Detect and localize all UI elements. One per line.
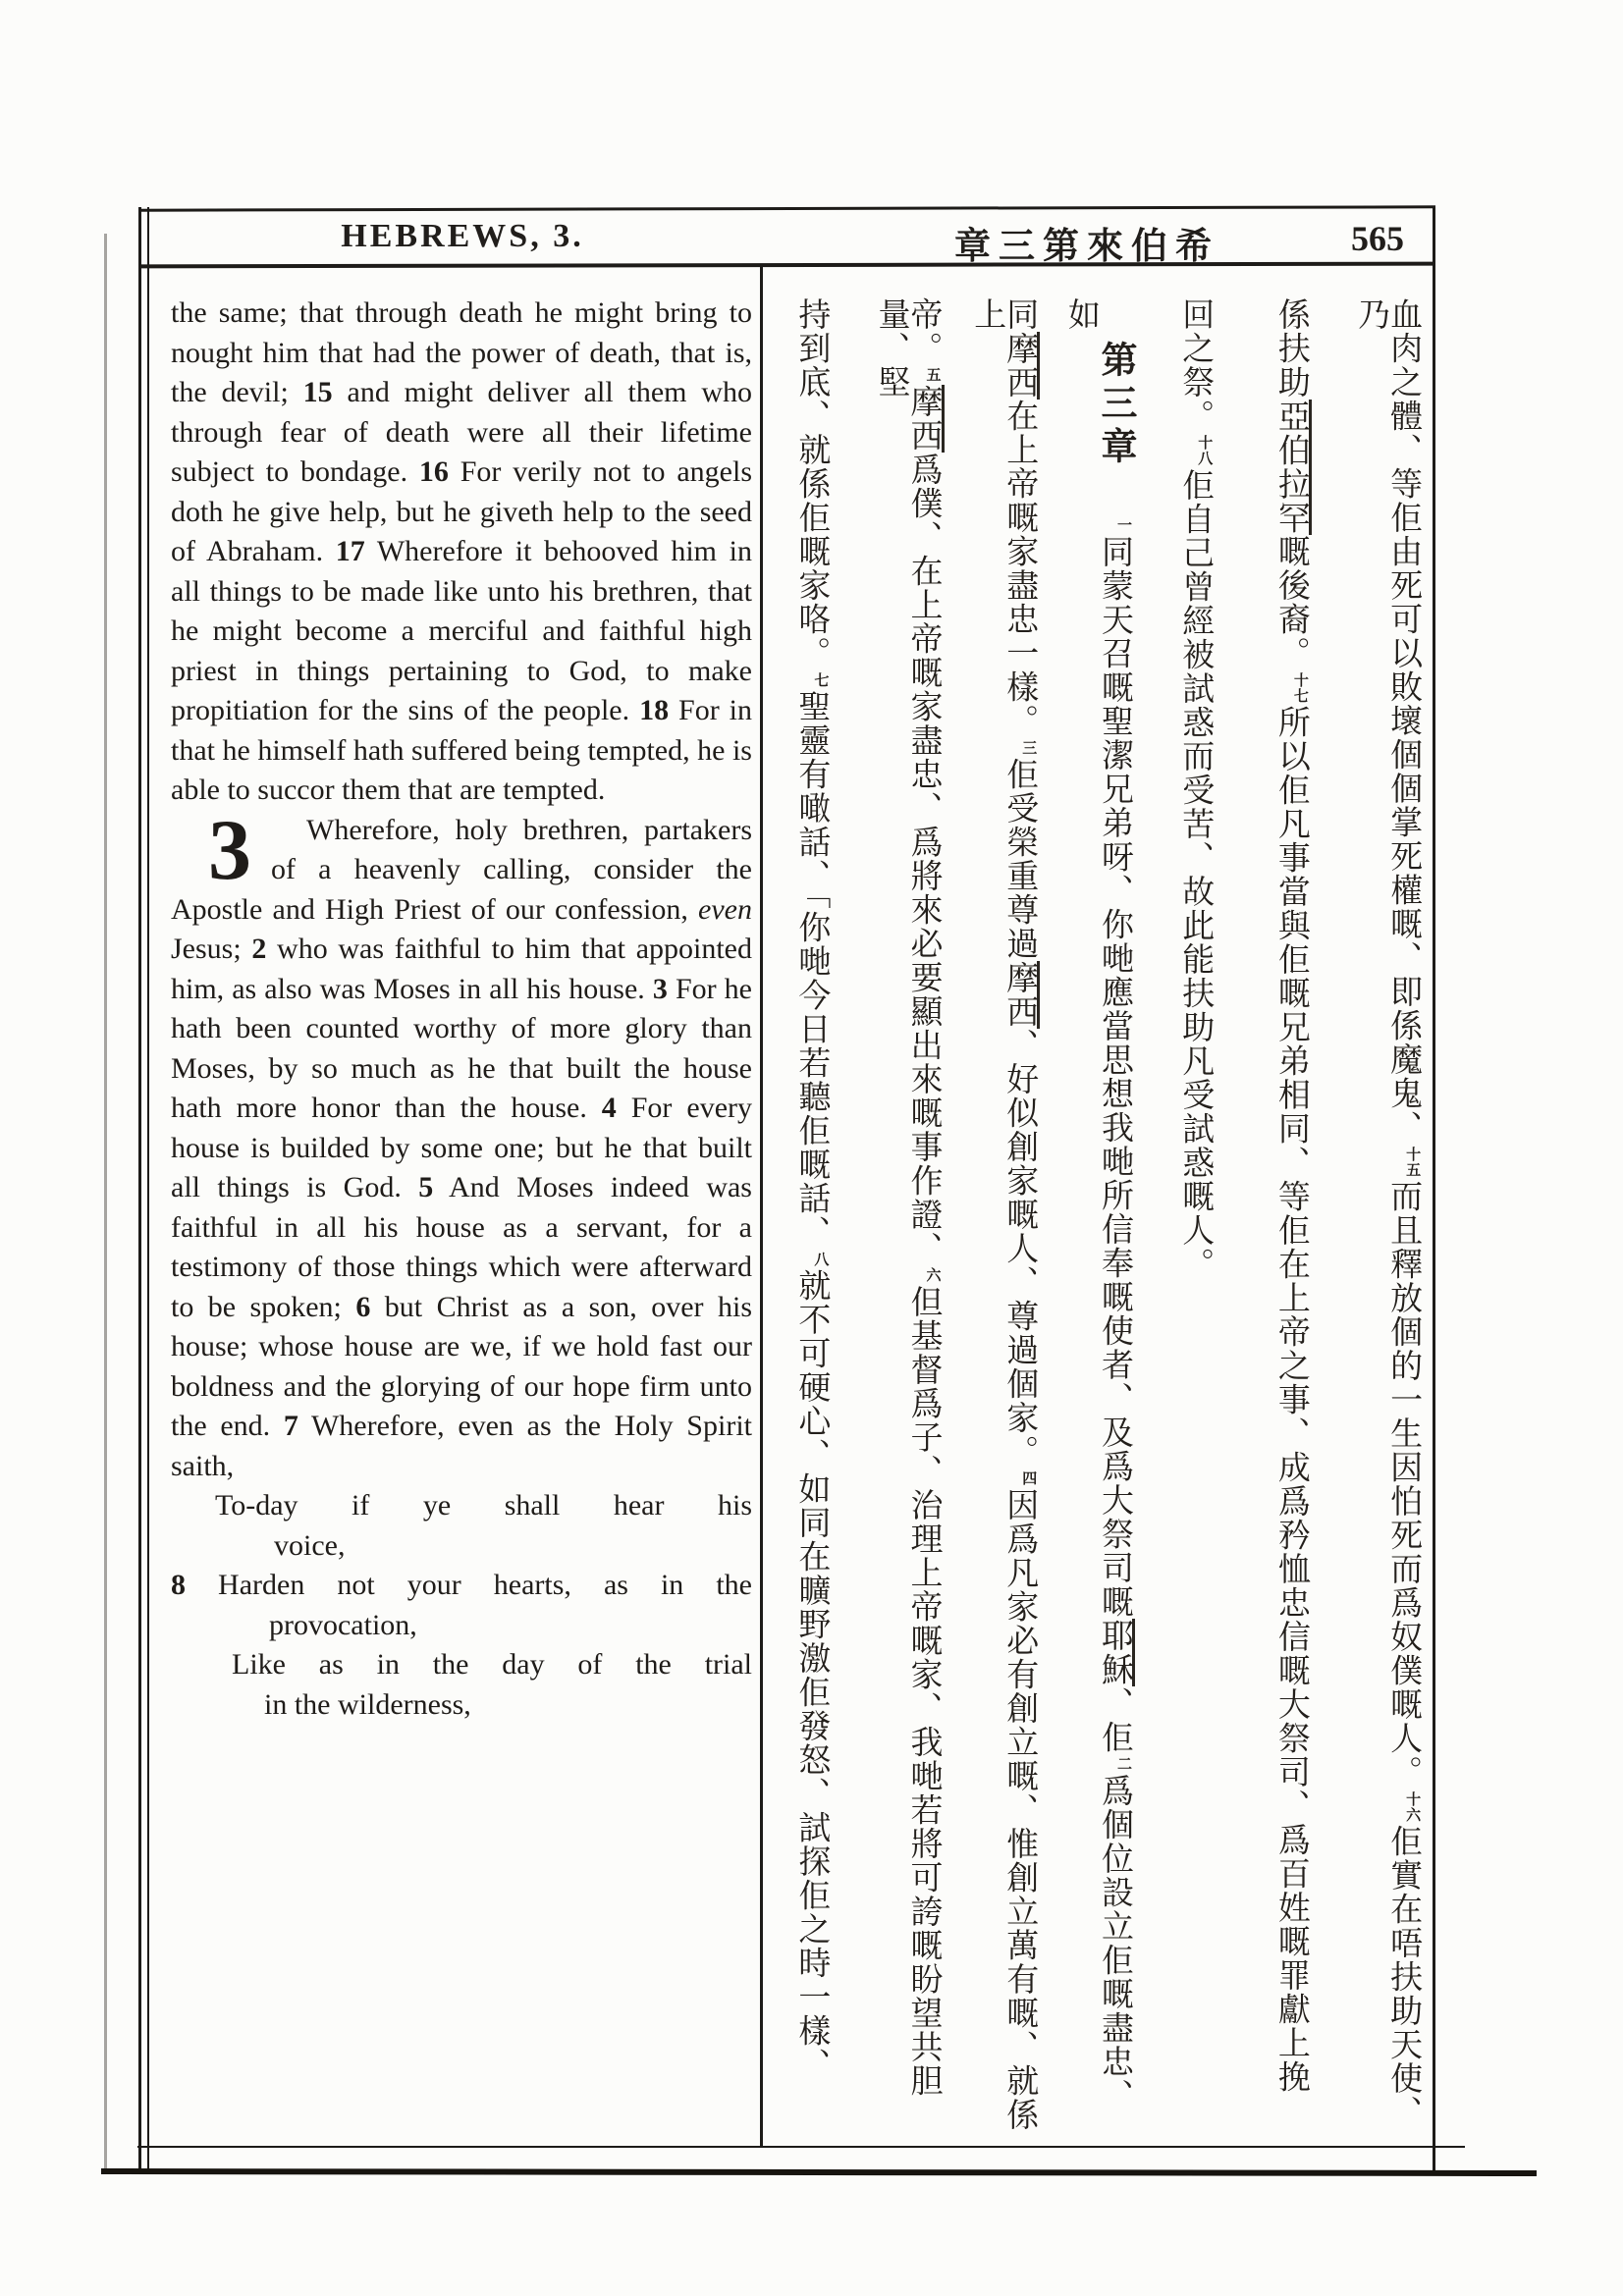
chinese-column-text <box>1274 297 1307 2141</box>
chinese-text-run: 、好似創家嘅人、尊過個家。 <box>1001 1028 1038 1468</box>
proper-noun-marked: 摩西 <box>906 385 945 453</box>
chinese-text-run: 持到底、就係佢嘅家咯。 <box>793 297 830 670</box>
running-head-english: HEBREWS, 3. <box>341 218 584 254</box>
chinese-column <box>1051 297 1147 2141</box>
verse-number-marker: 一 <box>1114 517 1131 533</box>
english-paragraph-chapter-3 <box>171 802 752 1487</box>
poetry-line: in the wilderness, <box>264 1687 471 1721</box>
header-bottom-rule <box>138 262 1435 269</box>
chinese-text-run: 而且釋放個的一生因怕死而爲奴僕嘅人。 <box>1385 1179 1422 1789</box>
verse-number-marker: 三 <box>1020 739 1037 756</box>
chinese-text-run: 血肉之體、等佢由死可以敗壞個個掌死權嘅、即係魔鬼、 <box>1385 297 1422 1145</box>
chinese-text-run: 但基督爲子、治理上帝嘅家、我哋若將可誇嘅盼望共胆量、堅 <box>873 297 942 2098</box>
chinese-column <box>763 297 859 2141</box>
chinese-column <box>1147 297 1243 2141</box>
poetry-line: provocation, <box>269 1608 417 1641</box>
header-top-rule <box>138 205 1435 211</box>
chinese-column <box>954 297 1051 2141</box>
english-text-column <box>171 294 752 1725</box>
chinese-text-columns <box>763 297 1434 2141</box>
chinese-text-run: 佢受榮重尊過 <box>1001 757 1038 961</box>
english-paragraph-verses-14-18: the same; that through death he might bring to nought him that had the power of death, that is, the devil; 15 and might deliver all them who through fear of death were all their lifetime subject to bondage. 16 For verily not to angels doth he give help, but he giveth help to the seed of Abraham. 17 Wherefore it behooved him in all things to be made like unto his brethren, that he might become a merciful and faithful high priest in things pertaining to God, to make propitiation for the sins of the people. 18 For in that he himself hath suffered being tempted, he is able to succor them that are tempted. <box>171 296 752 806</box>
chinese-text-run: 佢實在唔扶助天使、乃 <box>1353 297 1422 2129</box>
proper-noun-marked: 亞伯拉罕 <box>1273 400 1312 535</box>
verse-number-marker: 七 <box>812 671 829 688</box>
poetry-line: To-day if ye shall hear his <box>215 1489 752 1522</box>
footer-thin-rule <box>137 2146 1465 2148</box>
verse-number-marker: 四 <box>1020 1470 1037 1486</box>
scan-gutter-line <box>104 234 107 2172</box>
chinese-column-text <box>875 297 940 2141</box>
proper-noun-marked: 耶穌 <box>1097 1619 1135 1686</box>
verse-number-marker: 十五 <box>1404 1146 1421 1178</box>
chinese-column <box>859 297 955 2141</box>
english-paragraph-text: Wherefore, holy brethren, partakers of a heavenly calling, consider the Apostle and High Priest of our confession, even Jesus; 2 who was faithful to him that appointed him, as also was Moses in all his house. 3 For he hath been counted worthy of more glory than Moses, by so much as he that built the house hath more honor than the house. 4 For every house is builded by some one; but he that built all things is God. 5 And Moses indeed was faithful in all his house as a servant, for a testimony of those things which were afterward to be spoken; 6 but Christ as a son, over his house; whose house are we, if we hold fast our boldness and the glorying of our hope firm unto the end. 7 Wherefore, even as the Holy Spirit saith, <box>171 813 752 1482</box>
verse-number-marker: 八 <box>812 1251 829 1267</box>
page-frame-left-line-outer <box>138 207 141 2174</box>
proper-noun-marked: 摩西 <box>1001 332 1040 400</box>
chinese-column-text <box>1064 297 1133 2141</box>
chinese-text-run: 聖靈有噉話、「你哋今日若聽佢嘅話、 <box>793 689 830 1250</box>
chinese-text-run: 係扶助 <box>1272 297 1309 400</box>
running-head-chinese: 章三第來伯希 <box>954 227 1219 267</box>
poetry-line: 8 Harden not your hearts, as in the <box>171 1569 752 1601</box>
chinese-text-run: 在上帝嘅家盡忠一樣。 <box>1001 399 1038 738</box>
chinese-column <box>1338 297 1434 2141</box>
chinese-column-text <box>793 297 830 2141</box>
chinese-text-run: 所以佢凡事當與佢嘅兄弟相同、等佢在上帝之事、成爲矜恤忠信嘅大祭司、爲百姓嘅罪獻上挽 <box>1272 705 1309 2094</box>
chinese-text-run: 就不可硬心、如同在曠野激佢發怒、試探佢之時一樣、 <box>793 1268 830 2082</box>
chinese-column-text <box>1177 297 1214 2141</box>
verse-number-marker: 二 <box>1114 1756 1131 1772</box>
page-number: 565 <box>1351 219 1404 258</box>
verse-number-marker: 十七 <box>1291 671 1308 704</box>
chinese-text-run: 佢自己曾經被試惑而受苦、故此能扶助凡受試惑嘅人。 <box>1177 468 1214 1281</box>
chinese-text-run: 同 <box>1001 297 1038 332</box>
chinese-text-run: 爲個位設立佢嘅盡忠、如 <box>1062 297 1132 2112</box>
chinese-text-run: 因爲凡家必有創立嘅、惟創立萬有嘅、就係上 <box>969 297 1038 2132</box>
verse-number-marker: 五 <box>924 367 941 383</box>
footer-thick-rule <box>101 2168 1537 2176</box>
page-frame-left-line-inner <box>147 207 149 2174</box>
chinese-text-run: 嘅後裔。 <box>1272 534 1309 670</box>
verse-number-marker: 十八 <box>1196 435 1213 466</box>
chinese-text-run: 同蒙天召嘅聖潔兄弟呀、你哋應當思想我哋所信奉嘅使者、及爲大祭司嘅 <box>1096 535 1132 1619</box>
chinese-column-text <box>969 297 1038 2141</box>
chinese-text-run: 回之祭。 <box>1177 297 1214 433</box>
chinese-text-run: 爲僕、在上帝嘅家盡忠、爲將來必要顯出來嘅事作證、 <box>905 453 942 1265</box>
poetry-line: Like as in the day of the trial <box>232 1648 752 1681</box>
proper-noun-marked: 摩西 <box>1001 961 1040 1029</box>
chinese-text-run: 、佢 <box>1096 1686 1132 1754</box>
verse-number-marker: 十六 <box>1404 1790 1421 1823</box>
chinese-text-run: 帝。 <box>905 297 942 365</box>
chapter-heading-chinese: 第三章 <box>1094 341 1135 470</box>
poetry-line: voice, <box>274 1528 346 1562</box>
chinese-column <box>1243 297 1339 2141</box>
chapter-number-drop-cap: 3 <box>208 802 251 898</box>
verse-number-marker: 六 <box>924 1267 941 1283</box>
chinese-column-text <box>1353 297 1422 2141</box>
